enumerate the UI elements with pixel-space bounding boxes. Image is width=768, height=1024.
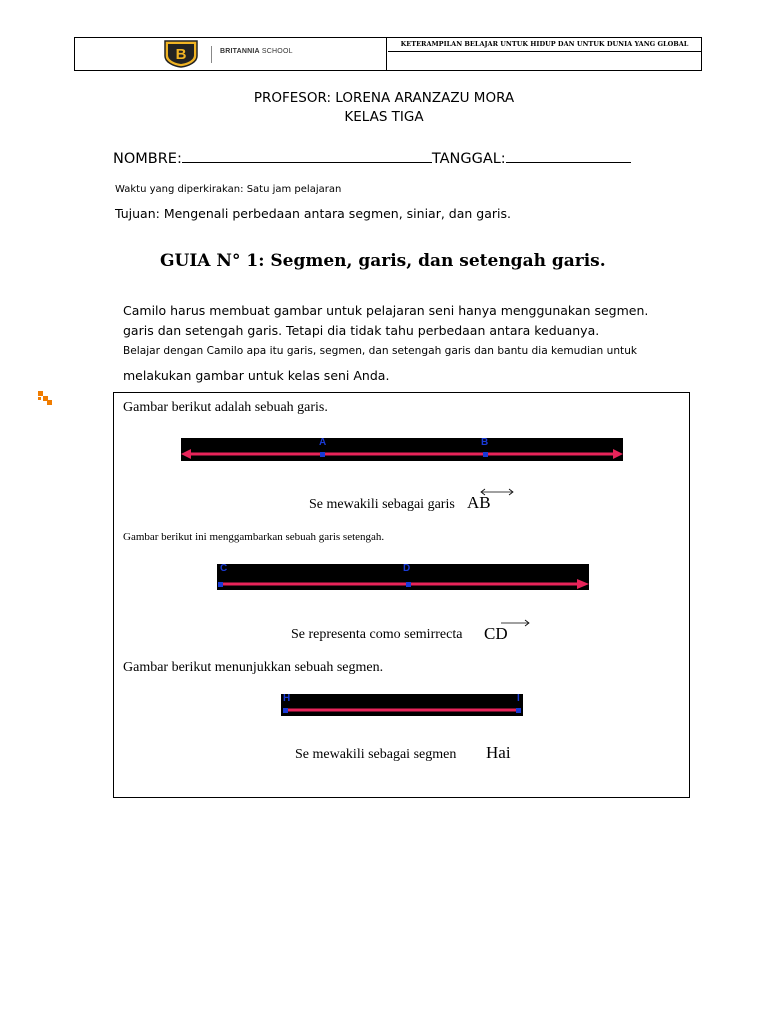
point-i xyxy=(516,708,521,713)
line-representation: Se mewakili sebagai garis xyxy=(309,497,455,512)
point-i-label: I xyxy=(517,693,520,704)
intro-line: melakukan gambar untuk kelas seni Anda. xyxy=(123,368,390,383)
school-logo-icon xyxy=(164,40,198,68)
point-h-label: H xyxy=(283,693,291,704)
segment-representation: Se mewakili sebagai segmen xyxy=(295,747,457,762)
line-figure xyxy=(181,438,623,461)
intro-line: Belajar dengan Camilo apa itu garis, segmen, dan setengah garis dan bantu dia kemudian untuk xyxy=(123,345,638,357)
point-c xyxy=(218,582,223,587)
logo-cell xyxy=(75,38,387,70)
ray-caption: Gambar berikut ini menggambarkan sebuah garis setengah. xyxy=(123,531,385,543)
ray-notation: CD xyxy=(484,624,508,643)
ray-representation: Se representa como semirrecta xyxy=(291,627,463,642)
name-date-row xyxy=(113,149,631,167)
segment-line xyxy=(281,694,523,716)
logo-divider xyxy=(211,46,212,63)
intro-line: garis dan setengah garis. Tetapi dia tidak tahu perbedaan antara keduanya. xyxy=(123,323,600,338)
segment-figure xyxy=(281,694,523,716)
school-name: BRITANNIA SCHOOL xyxy=(220,48,293,55)
name-label: NOMBRE: xyxy=(113,151,182,167)
decorative-mark-icon xyxy=(38,391,52,405)
date-field[interactable] xyxy=(506,149,631,163)
objective: Tujuan: Mengenali perbedaan antara segmen, siniar, dan garis. xyxy=(115,206,511,221)
point-h xyxy=(283,708,288,713)
ray-arrow-icon xyxy=(500,619,530,627)
svg-text:B: B xyxy=(175,46,187,63)
segment-caption: Gambar berikut menunjukkan sebuah segmen. xyxy=(123,660,384,675)
point-d xyxy=(406,582,411,587)
intro-line: Camilo harus membuat gambar untuk pelajaran seni hanya menggunakan segmen. xyxy=(123,303,649,318)
point-b-label: B xyxy=(481,437,489,448)
header-table xyxy=(74,37,702,71)
date-label: TANGGAL: xyxy=(431,151,506,167)
point-a-label: A xyxy=(319,437,327,448)
double-arrow-icon xyxy=(480,488,514,496)
line-arrow xyxy=(181,438,623,461)
point-c-label: C xyxy=(220,563,228,574)
line-notation: AB xyxy=(467,493,491,512)
point-b xyxy=(483,452,488,457)
point-a xyxy=(320,452,325,457)
ray-figure xyxy=(217,564,589,590)
name-field[interactable] xyxy=(182,149,432,163)
segment-notation: Hai xyxy=(486,743,511,762)
grade-level: KELAS TIGA xyxy=(344,109,424,125)
point-d-label: D xyxy=(403,563,411,574)
worksheet-title: GUIA N° 1: Segmen, garis, dan setengah garis. xyxy=(160,251,606,271)
time-estimate: Waktu yang diperkirakan: Satu jam pelajaran xyxy=(115,184,342,195)
line-caption: Gambar berikut adalah sebuah garis. xyxy=(123,400,328,415)
header-tagline: KETERAMPILAN BELAJAR UNTUK HIDUP DAN UNTUK DUNIA YANG GLOBAL xyxy=(388,38,701,52)
teacher-name: PROFESOR: LORENA ARANZAZU MORA xyxy=(253,90,515,106)
content-box xyxy=(113,392,690,798)
